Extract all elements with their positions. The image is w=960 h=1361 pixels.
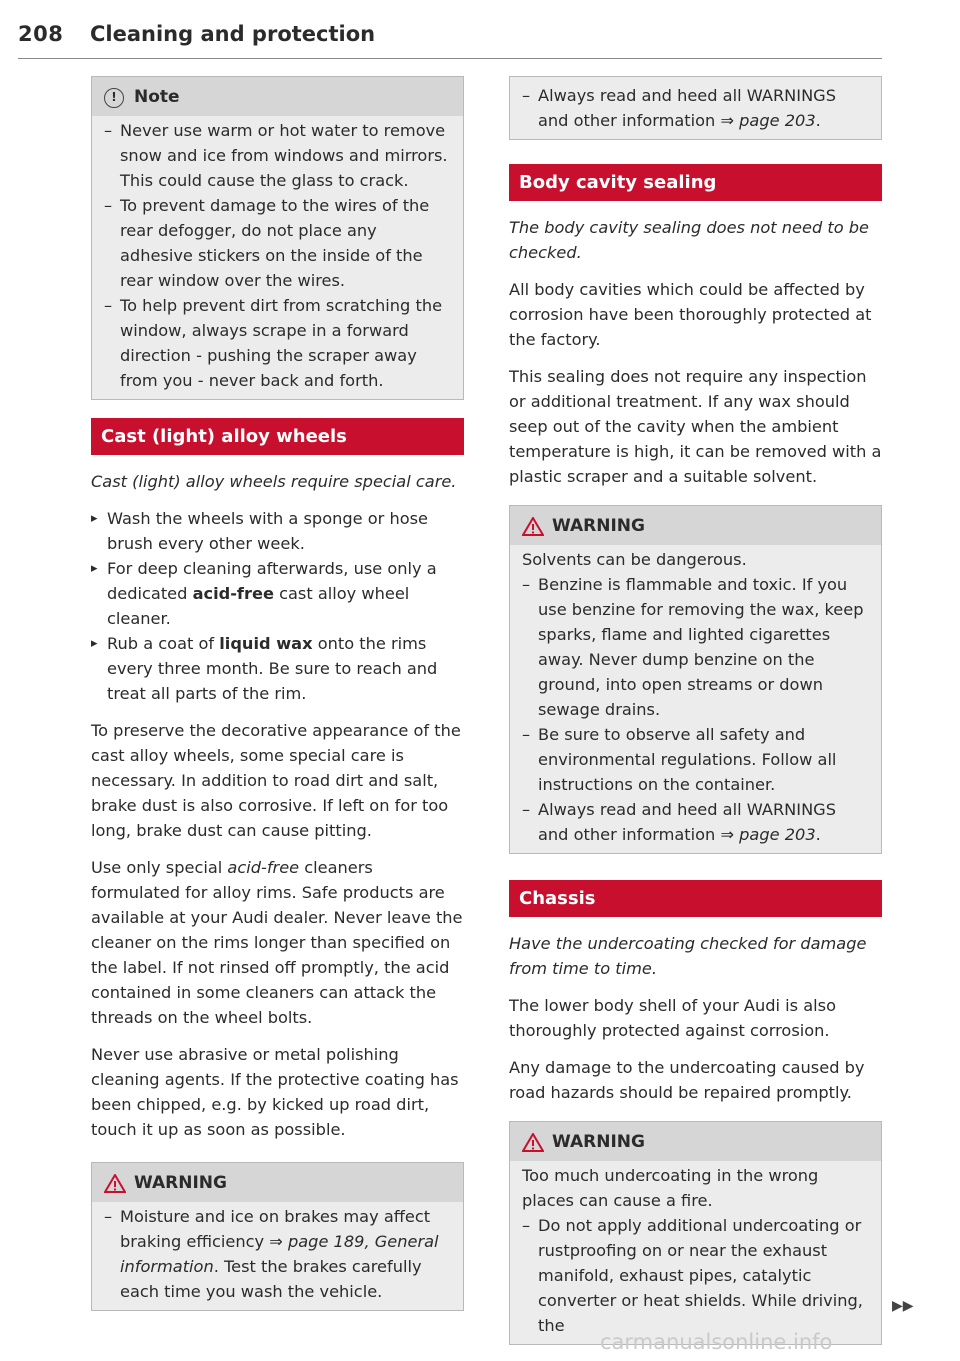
note-box	[91, 76, 464, 400]
step-item: ▸ Wash the wheels with a sponge or hose brush every other week.	[91, 506, 464, 556]
warning-box-brakes	[91, 1162, 464, 1311]
warning-title: WARNING	[552, 1132, 645, 1152]
warning-box-solvents	[509, 505, 882, 854]
warning-triangle-icon	[104, 1174, 126, 1193]
warning-title: WARNING	[552, 516, 645, 536]
section-heading-chassis: Chassis	[509, 880, 882, 917]
warning-header	[92, 1163, 463, 1202]
chapter-title: Cleaning and protection	[90, 22, 376, 46]
warning-item: – Always read and heed all WARNINGS and other information ⇒ page 203.	[522, 797, 869, 847]
warning-body	[510, 545, 881, 853]
paragraph: Never use abrasive or metal polishing cleaning agents. If the protective coating has been chipped, e.g. by kicked up road dirt, touch it up as soon as possible.	[91, 1045, 459, 1139]
page-reference-link[interactable]: ⇒ page 203	[720, 825, 816, 844]
warning-body	[92, 1202, 463, 1310]
warning-box-undercoating	[509, 1121, 882, 1345]
section-intro: Have the undercoating checked for damage from time to time.	[509, 934, 867, 978]
paragraph: The lower body shell of your Audi is also thoroughly protected against corrosion.	[509, 996, 836, 1040]
warning-lead: Too much undercoating in the wrong places can cause a fire.	[522, 1166, 819, 1210]
warning-triangle-icon	[522, 517, 544, 536]
page-reference-link[interactable]: ⇒ page 189, General information	[120, 1232, 439, 1276]
warning-header	[510, 506, 881, 545]
paragraph: Use only special acid-free cleaners formulated for alloy rims. Safe products are available at your Audi dealer. Never leave the cleaner on the rims longer than specified on the label. If not rinsed off promptly, the acid contained in some cleaners can attack the threads on the wheel bolts.	[91, 858, 463, 1027]
note-item: – To help prevent dirt from scratching the window, always scrape in a forward direction - pushing the scraper away from you - never back and forth.	[104, 293, 451, 393]
step-list	[91, 506, 464, 706]
warning-header	[510, 1122, 881, 1161]
warning-item: – Always read and heed all WARNINGS and other information ⇒ page 203.	[522, 83, 869, 133]
warning-body	[510, 1161, 881, 1344]
note-info-icon: !	[104, 88, 124, 108]
left-column	[91, 76, 464, 1325]
paragraph: This sealing does not require any inspection or additional treatment. If any wax should seep out of the cavity when the ambient temperature is high, it can be removed with a plastic scraper and a suitable solvent.	[509, 367, 882, 486]
warning-title: WARNING	[134, 1173, 227, 1193]
page-header	[18, 22, 882, 59]
section-heading-alloy-wheels: Cast (light) alloy wheels	[91, 418, 464, 455]
paragraph: All body cavities which could be affected by corrosion have been thoroughly protected at the factory.	[509, 280, 872, 349]
warning-item: – Benzine is flammable and toxic. If you use benzine for removing the wax, keep sparks, flame and lighted cigarettes away. Never dump benzine on the ground, into open streams or down sewage drains.	[522, 572, 869, 722]
note-item: – Never use warm or hot water to remove snow and ice from windows and mirrors. This could cause the glass to crack.	[104, 118, 451, 193]
step-item: ▸ Rub a coat of liquid wax onto the rims every three month. Be sure to reach and treat all parts of the rim.	[91, 631, 464, 706]
note-item: – To prevent damage to the wires of the rear defogger, do not place any adhesive stickers on the inside of the rear window over the wires.	[104, 193, 451, 293]
section-heading-body-cavity: Body cavity sealing	[509, 164, 882, 201]
watermark: carmanualsonline.info	[600, 1330, 833, 1354]
continue-arrow-icon: ▶▶	[892, 1298, 914, 1314]
paragraph: To preserve the decorative appearance of the cast alloy wheels, some special care is necessary. In addition to road dirt and salt, brake dust is also corrosive. If left on for too long, brake dust can cause pitting.	[91, 721, 461, 840]
section-intro: The body cavity sealing does not need to be checked.	[509, 218, 869, 262]
warning-item: – Moisture and ice on brakes may affect braking efficiency ⇒ page 189, General information. Test the brakes carefully each time you wash the vehicle.	[104, 1204, 451, 1304]
warning-triangle-icon	[522, 1133, 544, 1152]
continued-warning-box	[509, 76, 882, 140]
note-body	[92, 116, 463, 399]
note-title: Note	[134, 87, 180, 107]
warning-lead: Solvents can be dangerous.	[522, 550, 747, 569]
continued-warning-body	[510, 77, 881, 139]
note-header	[92, 77, 463, 116]
page-reference-link[interactable]: ⇒ page 203	[720, 111, 816, 130]
step-item: ▸ For deep cleaning afterwards, use only a dedicated acid-free cast alloy wheel cleaner.	[91, 556, 464, 631]
page-number: 208	[18, 22, 64, 46]
paragraph: Any damage to the undercoating caused by road hazards should be repaired promptly.	[509, 1058, 865, 1102]
section-intro: Cast (light) alloy wheels require special care.	[91, 472, 457, 491]
right-column	[509, 76, 882, 1359]
warning-item: – Be sure to observe all safety and environmental regulations. Follow all instructions on the container.	[522, 722, 869, 797]
warning-item: – Do not apply additional undercoating or rustproofing on or near the exhaust manifold, exhaust pipes, catalytic converter or heat shields. While driving, the	[522, 1213, 869, 1338]
